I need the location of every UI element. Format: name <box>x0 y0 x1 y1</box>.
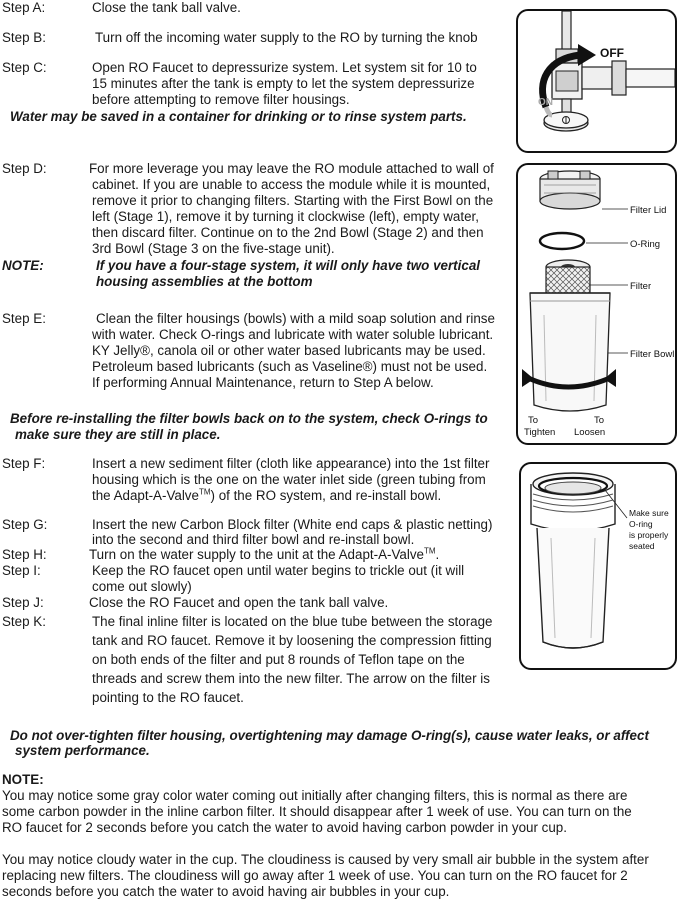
note-four-stage-line-1: If you have a four-stage system, it will only have two vertical <box>96 258 480 273</box>
step-c-label: Step C: <box>2 60 47 75</box>
to-loosen-to: To <box>594 415 605 426</box>
step-c-line-3: before attempting to remove filter housings. <box>92 92 350 107</box>
step-h-text: Turn on the water supply to the unit at the Adapt-A-Valve™. <box>89 546 440 562</box>
step-f-line-1: Insert a new sediment filter (cloth like appearance) into the 1st filter <box>92 456 490 471</box>
final-note-p2-line-2: replacing new filters. The cloudiness will go away after 1 week of use. You can turn on the RO faucet for 2 <box>2 868 628 883</box>
step-e-line-1: Clean the filter housings (bowls) with a mild soap solution and rinse <box>96 311 495 326</box>
step-d-line-2: cabinet. If you are unable to access the module while it is mounted, <box>92 177 491 192</box>
step-k-line-2: tank and RO faucet. Remove it by loosening the compression fitting <box>92 633 492 648</box>
step-k-line-5: pointing to the RO faucet. <box>92 690 244 705</box>
step-d-line-6: 3rd Bowl (Stage 3 on the five-stage unit). <box>92 241 335 256</box>
step-e-line-5: If performing Annual Maintenance, return to Step A below. <box>92 375 434 390</box>
final-note-p2-line-1: You may notice cloudy water in the cup. The cloudiness is caused by very small air bubble in the system after <box>2 852 649 867</box>
step-c-note: Water may be saved in a container for drinking or to rinse system parts. <box>10 109 467 124</box>
filter-label: Filter <box>630 281 652 292</box>
step-g-line-2: into the second and third filter bowl and re-install bowl. <box>92 532 415 547</box>
reinstall-note-line-1: Before re-installing the filter bowls back on to the system, check O-rings to <box>10 411 488 426</box>
step-e-label: Step E: <box>2 311 46 326</box>
note-four-stage-label: NOTE: <box>2 258 44 273</box>
reinstall-note-line-2: make sure they are still in place. <box>15 427 221 442</box>
filter-lid-label: Filter Lid <box>630 205 667 216</box>
to-loosen-word: Loosen <box>574 427 606 438</box>
warning-line-1: Do not over-tighten filter housing, overtightening may damage O-ring(s), cause water leaks, or affect <box>10 728 649 743</box>
final-note-p2-line-3: seconds before you catch the water to avoid having air bubbles in your cup. <box>2 884 450 899</box>
o-ring-label: O-Ring <box>630 239 661 250</box>
step-a-label: Step A: <box>2 0 46 15</box>
step-b-label: Step B: <box>2 30 46 45</box>
step-d-line-3: remove it prior to changing filters. Starting with the First Bowl on the <box>92 193 494 208</box>
final-note-label: NOTE: <box>2 772 44 787</box>
warning-line-2: system performance. <box>15 743 150 758</box>
valve-on-label: ON <box>538 97 553 108</box>
note-four-stage-line-2: housing assemblies at the bottom <box>96 274 313 289</box>
bowl-note-line-3: is properly <box>629 530 669 540</box>
step-f-line-2: housing which is the one on the water inlet side (green tubing from <box>92 472 486 487</box>
bowl-note-line-4: seated <box>629 541 655 551</box>
final-note-p1-line-2: some carbon powder in the inline carbon filter. It should disappear after 1 week of use. You can turn on the <box>2 804 632 819</box>
final-note-p1-line-1: You may notice some gray color water coming out initially after changing filters, this is normal as there are <box>2 788 628 803</box>
step-c-line-2: 15 minutes after the tank is empty to let the system depressurize <box>92 76 475 91</box>
step-f-label: Step F: <box>2 456 46 471</box>
valve-off-label: OFF <box>600 46 624 60</box>
step-i-line-1: Keep the RO faucet open until water begins to trickle out (it will <box>92 563 465 578</box>
step-b-text: Turn off the incoming water supply to the RO by turning the knob <box>95 30 478 45</box>
step-d-line-1: For more leverage you may leave the RO module attached to wall of <box>89 161 494 176</box>
bowl-note-line-1: Make sure <box>629 508 669 518</box>
step-g-label: Step G: <box>2 517 48 532</box>
step-d-line-4: left (Stage 1), remove it by turning it clockwise (left), empty water, <box>92 209 479 224</box>
step-f-line-3: the Adapt-A-Valve™) of the RO system, and re-install bowl. <box>92 487 442 503</box>
step-g-line-1: Insert the new Carbon Block filter (White end caps & plastic netting) <box>92 517 493 532</box>
bowl-note-line-2: O-ring <box>629 519 653 529</box>
valve-figure <box>516 9 677 153</box>
final-note-p1-line-3: RO faucet for 2 seconds before you catch the water to avoid having carbon powder in your cup. <box>2 820 567 835</box>
step-e-line-2: with water. Check O-rings and lubricate with water soluble lubricant. <box>92 327 494 342</box>
step-e-line-4: Petroleum based lubricants (such as Vaseline®) must not be used. <box>92 359 488 374</box>
step-k-label: Step K: <box>2 614 46 629</box>
bowl-oring-figure <box>519 462 677 670</box>
step-j-label: Step J: <box>2 595 44 610</box>
step-c-line-1: Open RO Faucet to depressurize system. Let system sit for 10 to <box>92 60 477 75</box>
step-k-line-1: The final inline filter is located on the blue tube between the storage <box>92 614 493 629</box>
filter-parts-figure <box>516 163 677 445</box>
step-k-line-3: on both ends of the filter and put 8 rounds of Teflon tape on the <box>92 652 465 667</box>
step-d-line-5: then discard filter. Continue on to the 2nd Bowl (Stage 2) and then <box>92 225 484 240</box>
to-tighten-to: To <box>528 415 539 426</box>
step-i-line-2: come out slowly) <box>92 579 192 594</box>
step-d-label: Step D: <box>2 161 47 176</box>
step-a-text: Close the tank ball valve. <box>92 0 241 15</box>
step-k-line-4: threads and screw them into the new filter. The arrow on the filter is <box>92 671 490 686</box>
filter-bowl-label: Filter Bowl <box>630 349 675 360</box>
step-e-line-3: KY Jelly®, canola oil or other water based lubricants may be used. <box>92 343 486 358</box>
step-j-text: Close the RO Faucet and open the tank ball valve. <box>89 595 389 610</box>
step-h-label: Step H: <box>2 547 47 562</box>
step-i-label: Step I: <box>2 563 41 578</box>
to-tighten-word: Tighten <box>524 427 556 438</box>
